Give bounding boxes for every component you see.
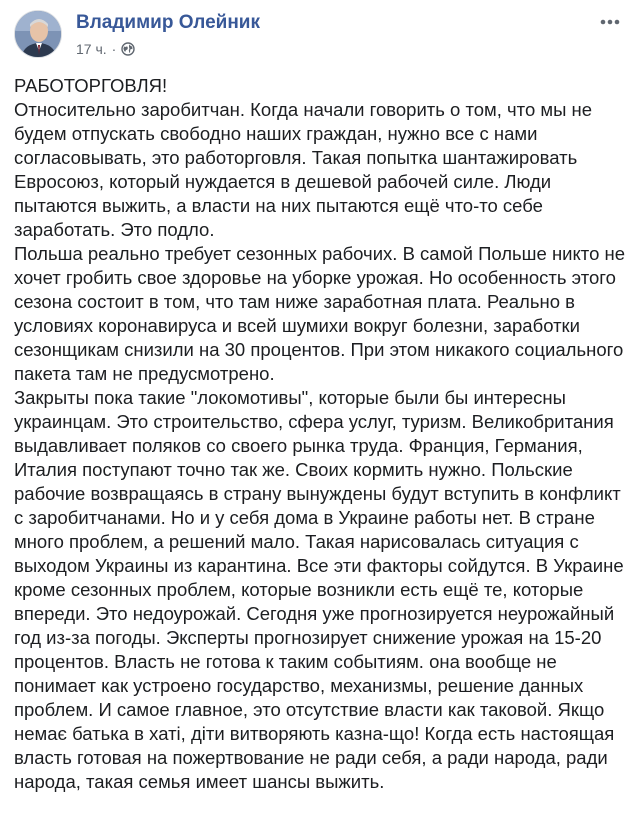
globe-icon[interactable] <box>121 42 135 56</box>
author-name[interactable]: Владимир Олейник <box>76 12 260 33</box>
post-timestamp[interactable]: 17 ч. <box>76 41 107 57</box>
more-horizontal-icon <box>600 19 620 25</box>
post-paragraph-title: РАБОТОРГОВЛЯ! <box>14 75 168 96</box>
meta-separator: · <box>111 41 117 57</box>
post-paragraph: Польша реально требует сезонных рабочих. В самой Польше никто не хочет гробить свое здоровье на уборке урожая. Но особенность этого сезона состоит в том, что там ниже заработная плата. Реально в условиях коронавируса и всей шумихи вокруг болезни, заработки сезонщикам снизили на 30 процентов. При этом никакого социального пакета там не предусмотрено. <box>14 243 625 384</box>
post-paragraph: Закрыты пока такие "локомотивы", которые были бы интересны украинцам. Это строительство, сфера услуг, туризм. Великобритания выдавливает поляков со своего рынка труда. Франция, Германия, Италия поступают точно так же. Своих кормить нужно. Польские рабочие возвращаясь в страну вынуждены будут вступить в конфликт с заробитчанами. Но и у себя дома в Украине работы нет. В стране много проблем, а решений мало. Такая нарисовалась ситуация с выходом Украины из карантина. Все эти факторы сойдутся. В Украине кроме сезонных проблем, которые возникли есть ещё те, которые впереди. Это недоурожай. Сегодня уже прогнозируется неурожайный год из-за погоды. Эксперты прогнозирует снижение урожая на 15-20 процентов. Власть не готова к таким событиям. она вообще не понимает как устроено государство, механизмы, решение данных проблем. И самое главное, это отсутствие власти как таковой. Якщо немає батька в хаті, діти витворяють казна-що! Когда есть настоящая власть готовая на пожертвование не ради себя, а ради народа, ради народа, такая семья имеет шансы выжить. <box>14 387 624 792</box>
post-header <box>14 10 626 62</box>
post-meta <box>76 41 135 57</box>
more-options-button[interactable] <box>596 10 624 34</box>
post-text <box>14 74 626 794</box>
avatar[interactable] <box>14 10 62 58</box>
post-paragraph: Относительно заробитчан. Когда начали говорить о том, что мы не будем отпускать свободно наших граждан, нужно все с нами согласовывать, это работорговля. Такая попытка шантажировать Евросоюз, который нуждается в дешевой рабочей силе. Люди пытаются выжить, а власти на них пытаются ещё что-то себе заработать. Это подло. <box>14 99 593 240</box>
